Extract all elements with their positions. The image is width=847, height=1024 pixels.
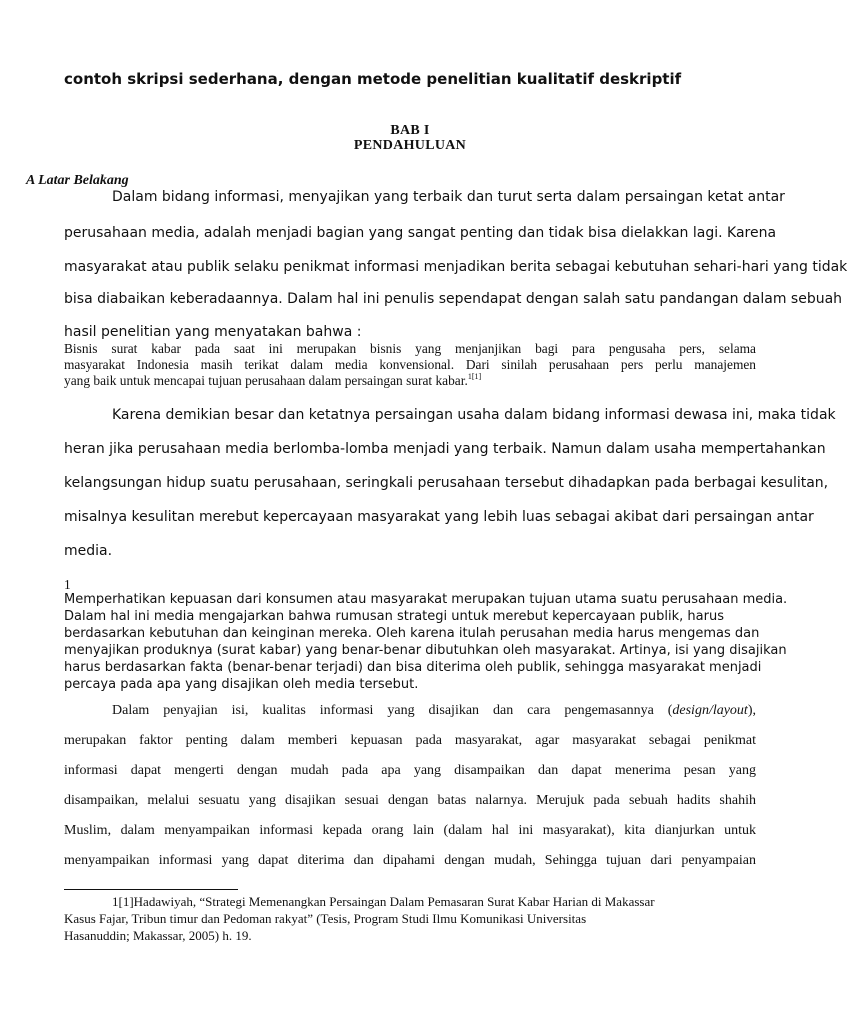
paragraph-line: merupakan faktor penting dalam memberi kepuasan pada masyarakat, agar masyarakat sebagai penikmat bbox=[64, 733, 756, 748]
paragraph-line: disampaikan, melalui sesuatu yang disajikan sesuai dengan batas nalarnya. Merujuk pada sebuah hadits shahih bbox=[64, 793, 756, 808]
footnote-line: Kasus Fajar, Tribun timur dan Pedoman rakyat” (Tesis, Program Studi Ilmu Komunikasi Universitas bbox=[64, 911, 587, 926]
paragraph-line: menyampaikan informasi yang dapat diterima dan dipahami dengan mudah, Sehingga tujuan dari penyampaian bbox=[64, 853, 756, 868]
chapter-title: PENDAHULUAN bbox=[353, 138, 467, 153]
chapter-number: BAB I bbox=[390, 123, 430, 138]
paragraph-line: hasil penelitian yang menyatakan bahwa : bbox=[64, 324, 362, 340]
paragraph-line: misalnya kesulitan merebut kepercayaan masyarakat yang lebih luas sebagai akibat dari persaingan antar bbox=[64, 509, 814, 525]
paragraph-line: Dalam penyajian isi, kualitas informasi yang disajikan dan cara pengemasannya (design/layout), bbox=[112, 703, 756, 718]
paragraph-line: informasi dapat mengerti dengan mudah pada apa yang disampaikan dan dapat menerima pesan yang bbox=[64, 763, 756, 778]
paragraph-line: harus berdasarkan fakta (benar-benar terjadi) dan bisa diterima oleh publik, sehingga masyarakat menjadi bbox=[64, 660, 762, 675]
italic-term: design/layout bbox=[672, 703, 748, 718]
paragraph-line: Karena demikian besar dan ketatnya persaingan usaha dalam bidang informasi dewasa ini, maka tidak bbox=[112, 407, 836, 423]
document-title: contoh skripsi sederhana, dengan metode penelitian kualitatif deskriptif bbox=[64, 70, 682, 88]
footnote-reference: 1[1] bbox=[467, 372, 482, 381]
paragraph-line: menyajikan produknya (surat kabar) yang benar-benar dibutuhkan oleh masyarakat. Artinya, isi yang disajikan bbox=[64, 643, 787, 658]
paragraph-line: perusahaan media, adalah menjadi bagian yang sangat penting dan tidak bisa dielakkan lagi. Karena bbox=[64, 225, 777, 241]
page-number: 1 bbox=[64, 577, 71, 592]
paragraph-line: masyarakat atau publik selaku penikmat informasi menjadikan berita sebagai kebutuhan sehari-hari yang tidak bbox=[64, 259, 847, 275]
paragraph-line: berdasarkan kebutuhan dan keinginan mereka. Oleh karena itulah perusahan media harus mengemas dan bbox=[64, 626, 760, 641]
quote-line: yang baik untuk mencapai tujuan perusahaan dalam persaingan surat kabar.$^{1[1]}$ bbox=[64, 372, 482, 388]
quote-line: masyarakat Indonesia masih terikat dalam media konvensional. Dari sinilah perusahaan pers perlu manajemen bbox=[64, 357, 756, 372]
footnote-line: Hasanuddin; Makassar, 2005) h. 19. bbox=[64, 928, 252, 943]
paragraph-line: Dalam bidang informasi, menyajikan yang terbaik dan turut serta dalam persaingan ketat antar bbox=[112, 189, 785, 205]
section-heading: A Latar Belakang bbox=[26, 173, 129, 188]
paragraph-line: kelangsungan hidup suatu perusahaan, seringkali perusahaan tersebut dihadapkan pada berbagai kesulitan, bbox=[64, 475, 829, 491]
paragraph-line: Muslim, dalam menyampaikan informasi kepada orang lain (dalam hal ini masyarakat), kita dianjurkan untuk bbox=[64, 823, 756, 838]
footnote-line: 1[1]Hadawiyah, “Strategi Memenangkan Persaingan Dalam Pemasaran Surat Kabar Harian di Makassar bbox=[112, 894, 655, 909]
paragraph-line: percaya pada apa yang disajikan oleh media tersebut. bbox=[64, 677, 419, 692]
paragraph-line: heran jika perusahaan media berlomba-lomba menjadi yang terbaik. Namun dalam usaha mempertahankan bbox=[64, 441, 826, 457]
footnote-separator bbox=[64, 889, 238, 890]
paragraph-line: Memperhatikan kepuasan dari konsumen atau masyarakat merupakan tujuan utama suatu perusahaan media. bbox=[64, 592, 788, 607]
paragraph-line: bisa diabaikan keberadaannya. Dalam hal ini penulis sependapat dengan salah satu pandangan dalam sebuah bbox=[64, 291, 843, 307]
paragraph-line: Dalam hal ini media mengajarkan bahwa rumusan strategi untuk merebut kepercayaan publik, harus bbox=[64, 609, 724, 624]
quote-line: Bisnis surat kabar pada saat ini merupakan bisnis yang menjanjikan bagi para pengusaha pers, selama bbox=[64, 341, 756, 356]
paragraph-line: media. bbox=[64, 543, 113, 559]
